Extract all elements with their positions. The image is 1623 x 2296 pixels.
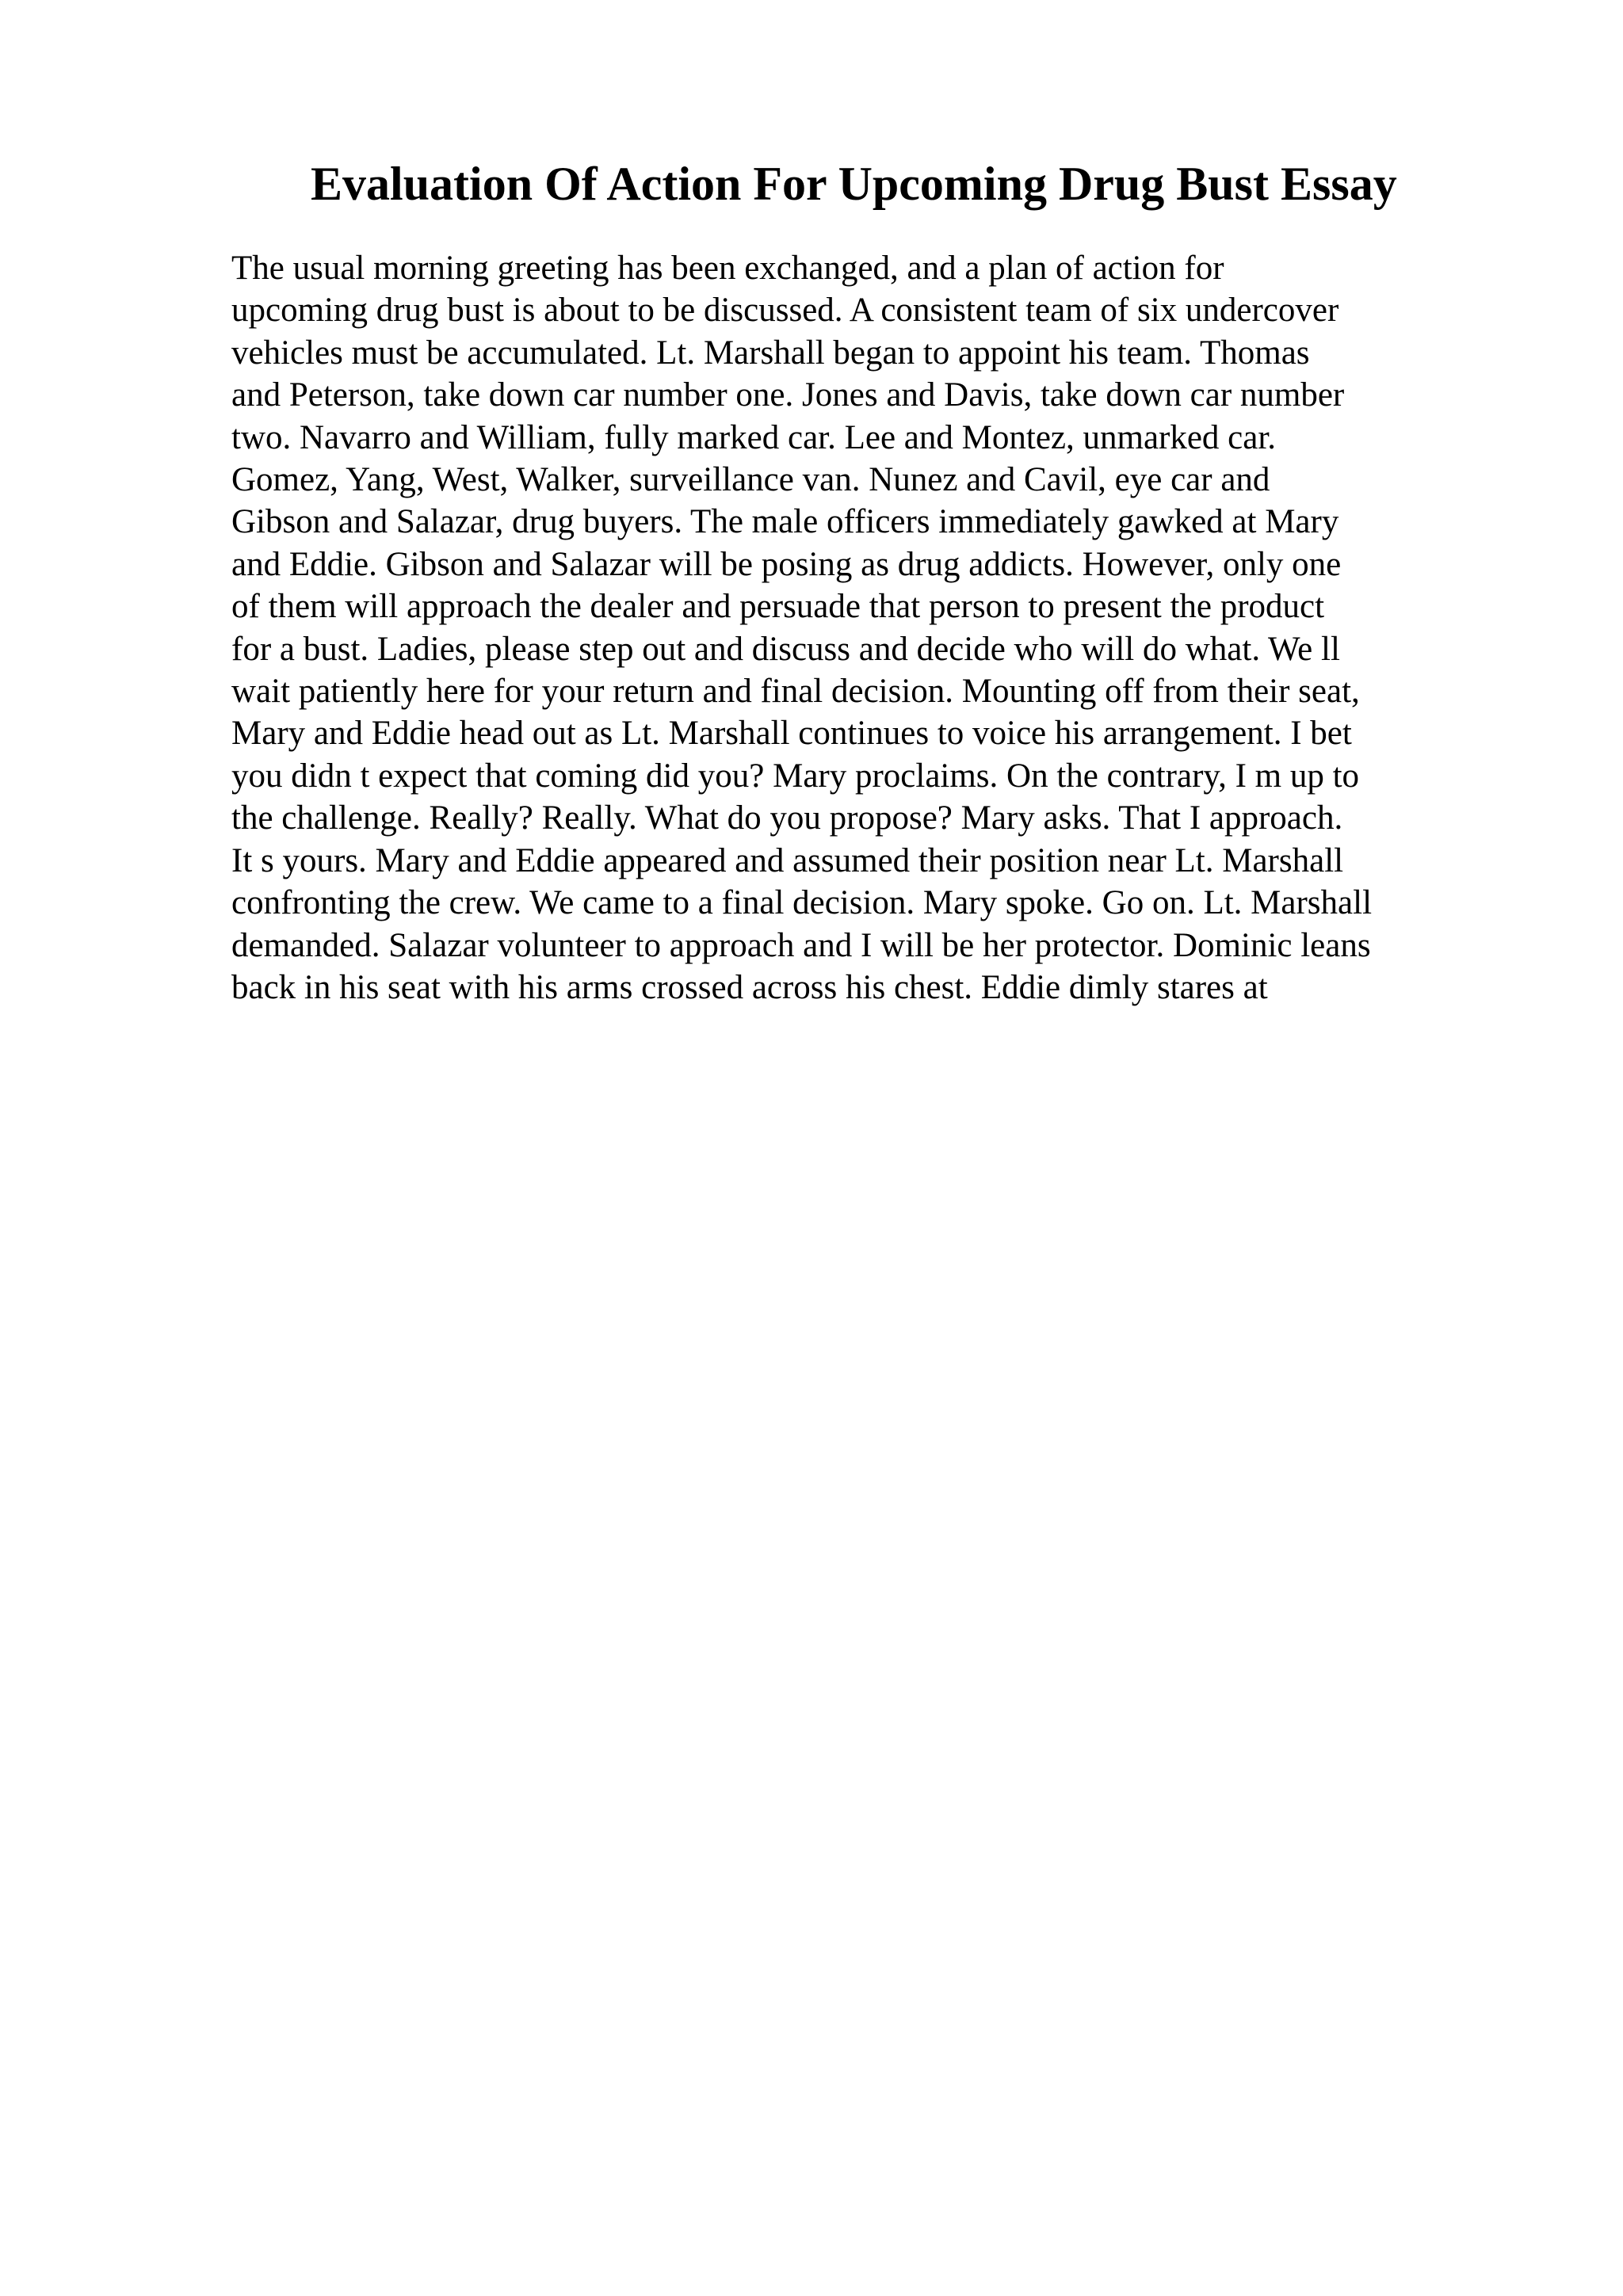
essay-body <box>231 247 1499 1009</box>
body-line: vehicles must be accumulated. Lt. Marshall began to appoint his team. Thomas <box>231 334 1310 372</box>
body-line: The usual morning greeting has been exchanged, and a plan of action for <box>231 250 1224 287</box>
body-line: two. Navarro and William, fully marked car. Lee and Montez, unmarked car. <box>231 418 1277 456</box>
body-line: Gomez, Yang, West, Walker, surveillance van. Nunez and Cavil, eye car and <box>231 461 1270 499</box>
body-line: wait patiently here for your return and final decision. Mounting off from their seat, <box>231 673 1360 711</box>
body-line: of them will approach the dealer and persuade that person to present the product <box>231 588 1325 626</box>
body-line: for a bust. Ladies, please step out and discuss and decide who will do what. We ll <box>231 630 1340 668</box>
body-line: you didn t expect that coming did you? Mary proclaims. On the contrary, I m up to <box>231 757 1360 795</box>
body-line: upcoming drug bust is about to be discussed. A consistent team of six undercover <box>231 292 1339 330</box>
body-line: It s yours. Mary and Eddie appeared and assumed their position near Lt. Marshall <box>231 841 1344 879</box>
body-line: and Eddie. Gibson and Salazar will be posing as drug addicts. However, only one <box>231 545 1342 583</box>
body-line: Mary and Eddie head out as Lt. Marshall continues to voice his arrangement. I bet <box>231 715 1352 753</box>
body-line: back in his seat with his arms crossed across his chest. Eddie dimly stares at <box>231 968 1268 1006</box>
essay-title: Evaluation Of Action For Upcoming Drug Bust Essay <box>311 158 1397 210</box>
body-line: and Peterson, take down car number one. Jones and Davis, take down car number <box>231 376 1345 414</box>
body-line: demanded. Salazar volunteer to approach and I will be her protector. Dominic leans <box>231 926 1371 964</box>
body-line: confronting the crew. We came to a final decision. Mary spoke. Go on. Lt. Marshall <box>231 884 1373 922</box>
body-line: Gibson and Salazar, drug buyers. The male officers immediately gawked at Mary <box>231 503 1339 541</box>
body-line: the challenge. Really? Really. What do you propose? Mary asks. That I approach. <box>231 799 1343 837</box>
